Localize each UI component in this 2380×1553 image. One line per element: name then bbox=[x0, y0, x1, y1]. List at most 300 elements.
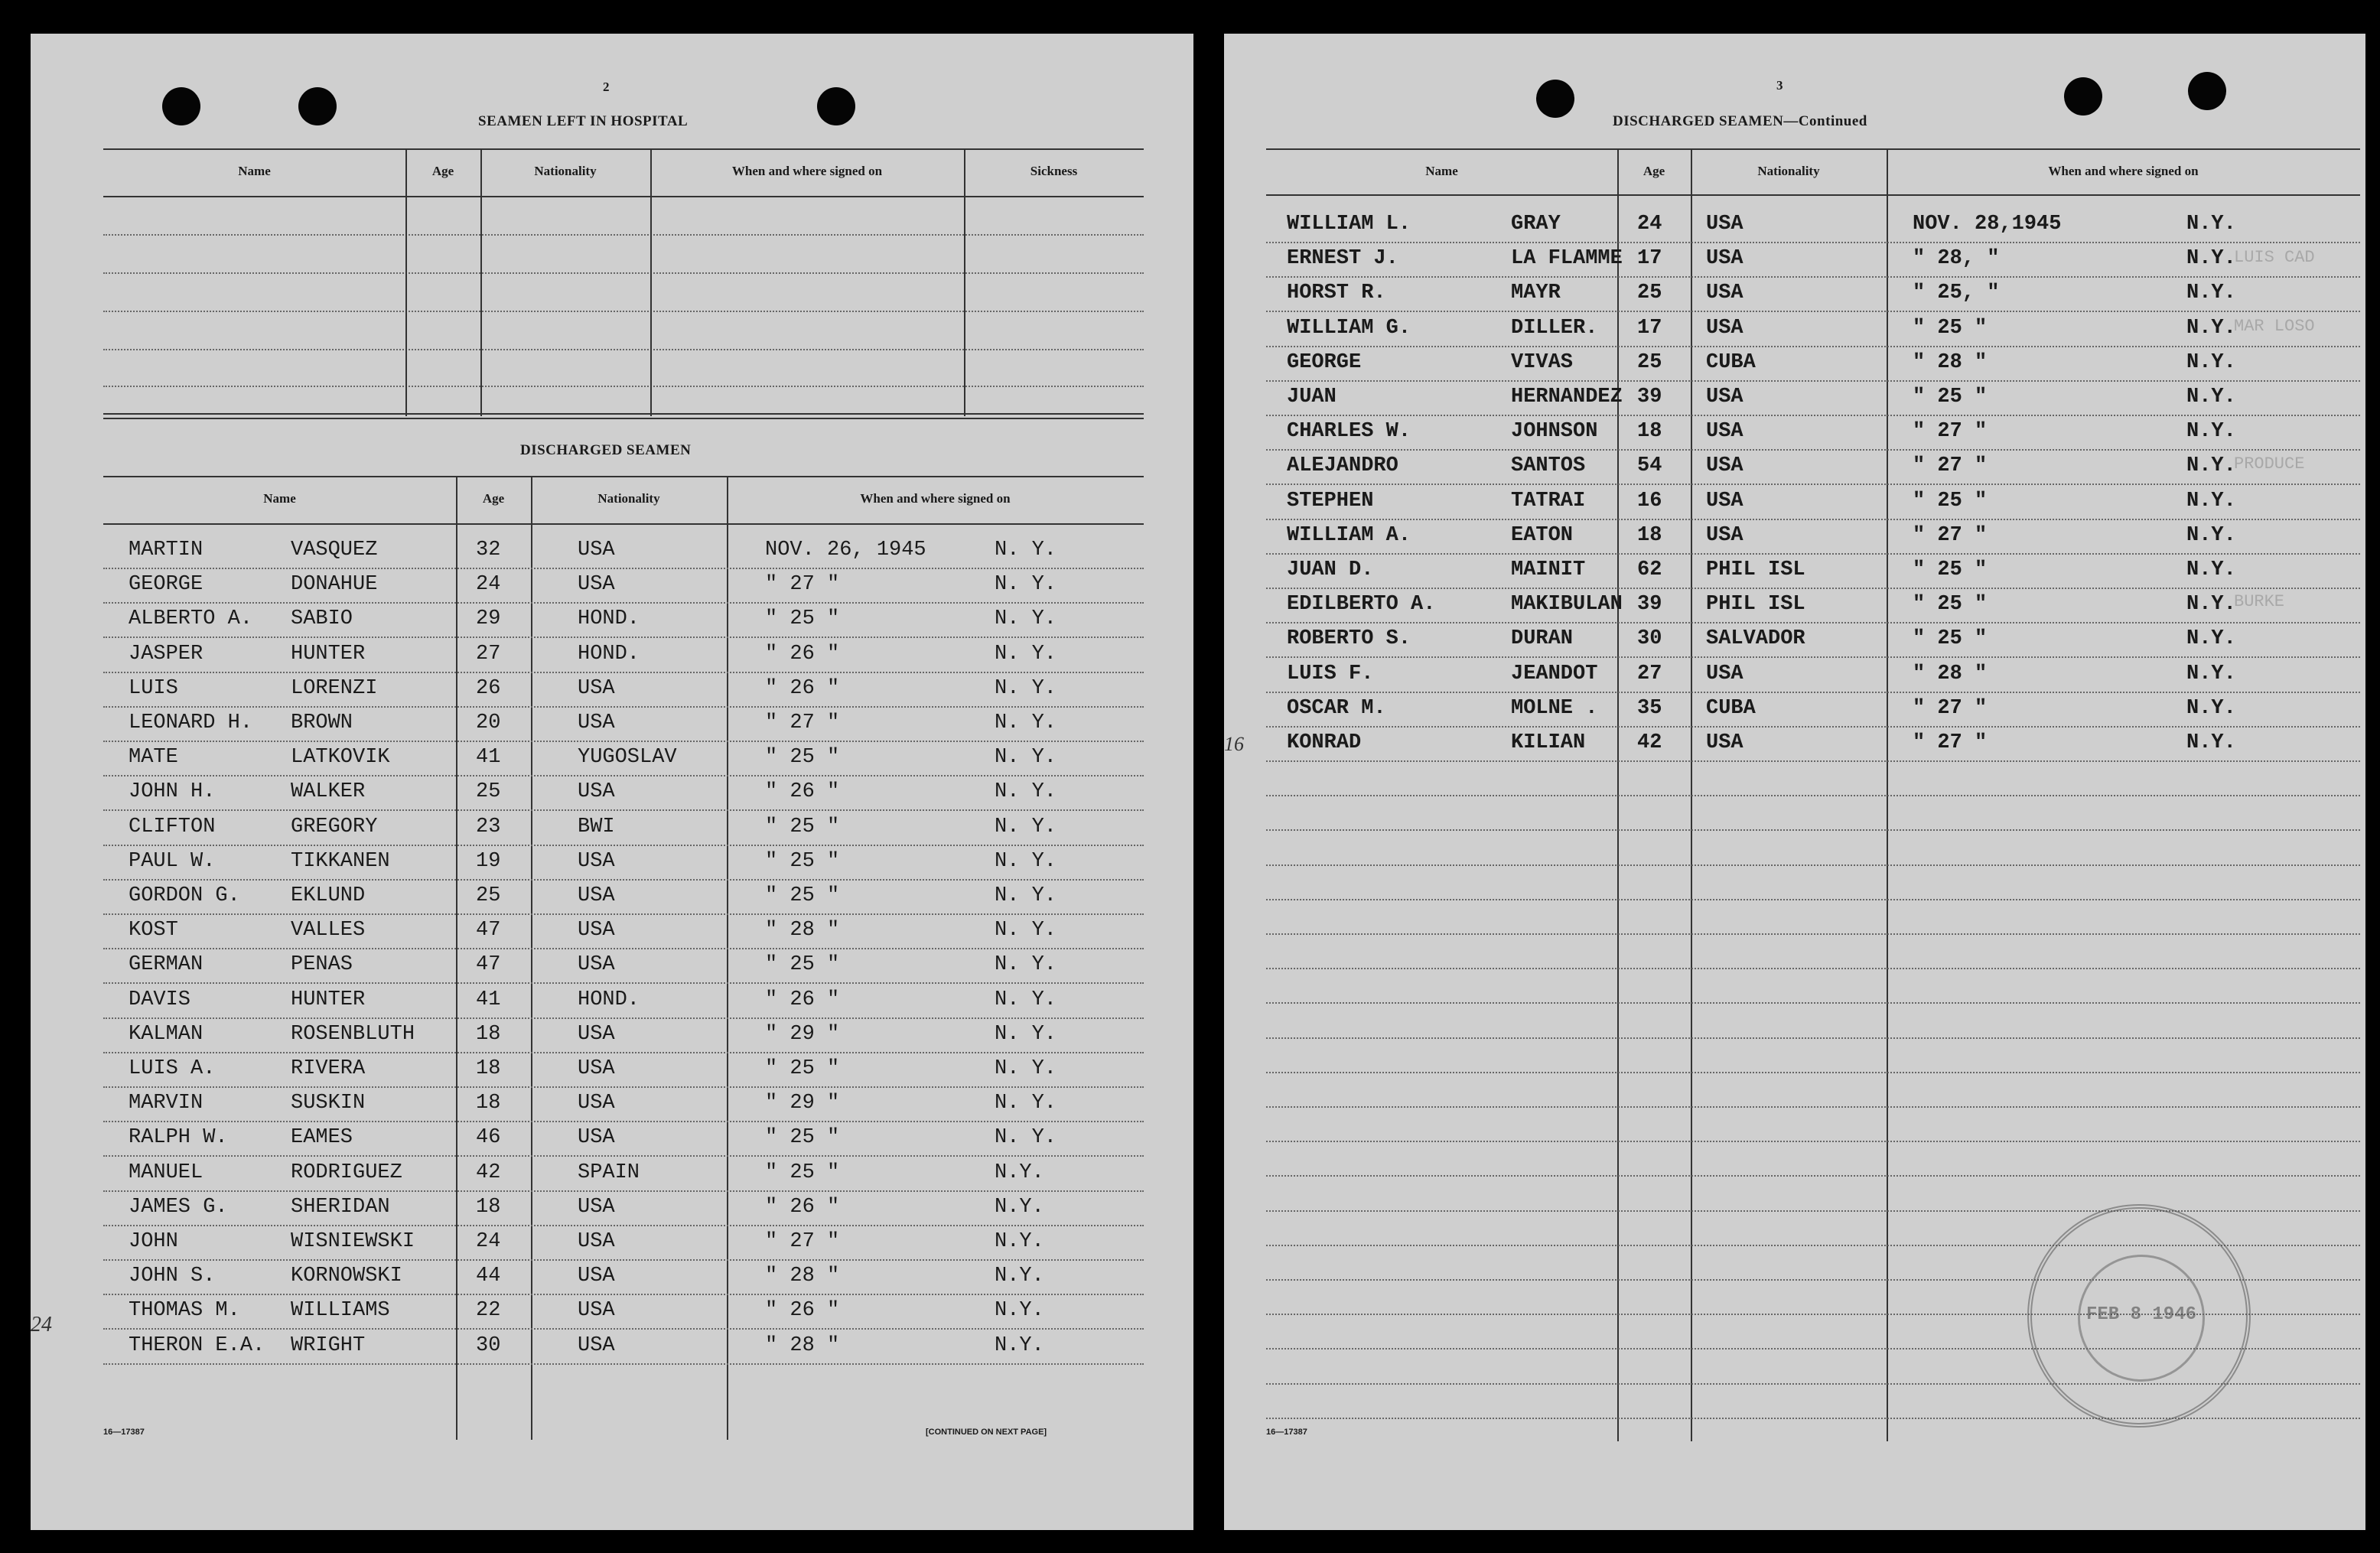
signed-on-date: " 27 " bbox=[1913, 420, 1988, 443]
col-header-signed-on: When and where signed on bbox=[731, 164, 883, 178]
ruled-line bbox=[103, 845, 1144, 846]
signed-on-place: N.Y. bbox=[2186, 524, 2236, 547]
signed-on-place: N.Y. bbox=[2186, 593, 2236, 616]
seaman-age: 47 bbox=[476, 919, 501, 942]
seaman-first-name: THERON E.A. bbox=[129, 1334, 265, 1357]
signed-on-date: " 25 " bbox=[765, 884, 840, 907]
seaman-first-name: EDILBERTO A. bbox=[1287, 593, 1436, 616]
signed-on-date: " 28 " bbox=[1913, 351, 1988, 374]
section-title: DISCHARGED SEAMEN—Continued bbox=[1613, 113, 1867, 129]
seaman-age: 42 bbox=[476, 1161, 501, 1184]
signed-on-date: " 25 " bbox=[765, 816, 840, 838]
left-page bbox=[31, 34, 1193, 1530]
ruled-line bbox=[103, 809, 1144, 811]
ruled-line bbox=[103, 1155, 1144, 1157]
punch-hole bbox=[162, 87, 200, 125]
seaman-age: 30 bbox=[1637, 627, 1662, 650]
seaman-first-name: LUIS A. bbox=[129, 1057, 216, 1080]
seaman-first-name: RALPH W. bbox=[129, 1126, 228, 1149]
ruled-line bbox=[103, 272, 1144, 274]
seaman-nationality: USA bbox=[578, 1126, 615, 1149]
seaman-first-name: ROBERTO S. bbox=[1287, 627, 1411, 650]
ruled-line bbox=[1266, 483, 2360, 485]
seaman-age: 27 bbox=[476, 643, 501, 666]
seaman-age: 22 bbox=[476, 1299, 501, 1322]
seaman-age: 17 bbox=[1637, 247, 1662, 270]
column-rule bbox=[650, 148, 652, 416]
seaman-age: 62 bbox=[1637, 558, 1662, 581]
ruled-line bbox=[103, 913, 1144, 915]
seaman-first-name: JOHN S. bbox=[129, 1265, 216, 1288]
signed-on-date: " 28 " bbox=[765, 1265, 840, 1288]
seaman-nationality: USA bbox=[578, 1230, 615, 1253]
signed-on-date: " 27 " bbox=[765, 573, 840, 596]
table-rule bbox=[103, 476, 1144, 477]
signed-on-place: N.Y. bbox=[995, 1230, 1044, 1253]
ruled-line bbox=[1266, 311, 2360, 312]
seaman-nationality: CUBA bbox=[1706, 697, 1756, 720]
seaman-age: 18 bbox=[476, 1092, 501, 1115]
ruled-line bbox=[1266, 588, 2360, 589]
seaman-age: 27 bbox=[1637, 663, 1662, 685]
seaman-age: 18 bbox=[1637, 420, 1662, 443]
signed-on-place: N. Y. bbox=[995, 643, 1057, 666]
seaman-last-name: RIVERA bbox=[291, 1057, 366, 1080]
seaman-nationality: PHIL ISL bbox=[1706, 558, 1805, 581]
seaman-age: 16 bbox=[1637, 490, 1662, 513]
signed-on-place: N. Y. bbox=[995, 746, 1057, 769]
seaman-first-name: PAUL W. bbox=[129, 850, 216, 873]
seaman-first-name: WILLIAM A. bbox=[1287, 524, 1411, 547]
seaman-age: 24 bbox=[1637, 213, 1662, 236]
signed-on-place: N. Y. bbox=[995, 988, 1057, 1011]
seaman-age: 35 bbox=[1637, 697, 1662, 720]
seaman-nationality: USA bbox=[578, 780, 615, 803]
ruled-line bbox=[1266, 519, 2360, 520]
seaman-nationality: USA bbox=[578, 1299, 615, 1322]
signed-on-date: " 25 " bbox=[1913, 593, 1988, 616]
punch-hole bbox=[2064, 77, 2102, 116]
ruled-line bbox=[1266, 276, 2360, 278]
col-header-signed-on: When and where signed on bbox=[2048, 164, 2199, 178]
seaman-last-name: BROWN bbox=[291, 711, 353, 734]
seaman-age: 24 bbox=[476, 573, 501, 596]
seaman-nationality: USA bbox=[578, 711, 615, 734]
seaman-last-name: SANTOS bbox=[1511, 454, 1586, 477]
seaman-first-name: ERNEST J. bbox=[1287, 247, 1398, 270]
signed-on-place: N.Y. bbox=[995, 1334, 1044, 1357]
seaman-age: 26 bbox=[476, 677, 501, 700]
ruled-line bbox=[103, 1363, 1144, 1365]
seaman-age: 25 bbox=[476, 780, 501, 803]
seaman-first-name: KONRAD bbox=[1287, 731, 1362, 754]
signed-on-date: " 25 " bbox=[1913, 627, 1988, 650]
signed-on-date: " 27 " bbox=[1913, 731, 1988, 754]
seaman-last-name: LA FLAMME bbox=[1511, 247, 1623, 270]
ruled-line bbox=[103, 1121, 1144, 1122]
column-rule bbox=[531, 476, 532, 1440]
seaman-last-name: HUNTER bbox=[291, 643, 366, 666]
signed-on-place: N. Y. bbox=[995, 677, 1057, 700]
seaman-last-name: LORENZI bbox=[291, 677, 378, 700]
seaman-age: 54 bbox=[1637, 454, 1662, 477]
seaman-first-name: LEONARD H. bbox=[129, 711, 253, 734]
ruled-line bbox=[103, 1190, 1144, 1192]
seaman-last-name: PENAS bbox=[291, 953, 353, 976]
seaman-first-name: CLIFTON bbox=[129, 816, 216, 838]
seaman-last-name: ROSENBLUTH bbox=[291, 1023, 415, 1046]
seaman-first-name: LUIS F. bbox=[1287, 663, 1374, 685]
col-header-nationality: Nationality bbox=[1757, 164, 1820, 178]
ruled-line bbox=[1266, 656, 2360, 658]
signed-on-place: N. Y. bbox=[995, 573, 1057, 596]
signed-on-place: N. Y. bbox=[995, 816, 1057, 838]
seaman-last-name: JEANDOT bbox=[1511, 663, 1598, 685]
signed-on-date: " 25 " bbox=[1913, 317, 1988, 340]
seaman-last-name: MAKIBULAN bbox=[1511, 593, 1623, 616]
seaman-age: 46 bbox=[476, 1126, 501, 1149]
ruled-line bbox=[103, 741, 1144, 742]
seaman-nationality: USA bbox=[1706, 524, 1743, 547]
seaman-age: 18 bbox=[476, 1057, 501, 1080]
ruled-line bbox=[1266, 968, 2360, 969]
seaman-age: 18 bbox=[476, 1023, 501, 1046]
seaman-last-name: MOLNE . bbox=[1511, 697, 1598, 720]
column-rule bbox=[480, 148, 482, 416]
seaman-age: 41 bbox=[476, 746, 501, 769]
seaman-age: 47 bbox=[476, 953, 501, 976]
ruled-line bbox=[103, 1052, 1144, 1053]
ruled-line bbox=[103, 706, 1144, 708]
table-rule bbox=[103, 418, 1144, 419]
signed-on-date: " 25 " bbox=[765, 850, 840, 873]
signed-on-date: NOV. 26, 1945 bbox=[765, 539, 926, 562]
signed-on-date: " 25 " bbox=[765, 953, 840, 976]
seaman-first-name: DAVIS bbox=[129, 988, 191, 1011]
seaman-age: 25 bbox=[1637, 282, 1662, 304]
ruled-line bbox=[1266, 1106, 2360, 1108]
signed-on-place: N.Y. bbox=[995, 1265, 1044, 1288]
signed-on-place: N.Y. bbox=[2186, 627, 2236, 650]
seaman-first-name: GERMAN bbox=[129, 953, 203, 976]
seaman-last-name: LATKOVIK bbox=[291, 746, 390, 769]
seaman-nationality: YUGOSLAV bbox=[578, 746, 677, 769]
column-rule bbox=[727, 476, 728, 1440]
ruled-line bbox=[1266, 933, 2360, 935]
ruled-line bbox=[1266, 760, 2360, 762]
ruled-line bbox=[1266, 1175, 2360, 1177]
seaman-last-name: GREGORY bbox=[291, 816, 378, 838]
ruled-line bbox=[1266, 726, 2360, 728]
signed-on-date: " 29 " bbox=[765, 1092, 840, 1115]
seaman-nationality: SALVADOR bbox=[1706, 627, 1805, 650]
seaman-nationality: BWI bbox=[578, 816, 615, 838]
col-header-nationality: Nationality bbox=[534, 164, 597, 178]
seaman-age: 42 bbox=[1637, 731, 1662, 754]
signed-on-place: N. Y. bbox=[995, 919, 1057, 942]
seaman-first-name: ALEJANDRO bbox=[1287, 454, 1398, 477]
seaman-nationality: USA bbox=[578, 1196, 615, 1219]
signed-on-date: " 27 " bbox=[1913, 697, 1988, 720]
ruled-line bbox=[1266, 449, 2360, 451]
signed-on-place: N. Y. bbox=[995, 1023, 1057, 1046]
seaman-age: 30 bbox=[476, 1334, 501, 1357]
seaman-first-name: MANUEL bbox=[129, 1161, 203, 1184]
seaman-nationality: SPAIN bbox=[578, 1161, 640, 1184]
table-rule bbox=[103, 413, 1144, 415]
signed-on-place: N.Y. bbox=[2186, 351, 2236, 374]
ruled-line bbox=[1266, 1418, 2360, 1419]
column-rule bbox=[964, 148, 965, 416]
seaman-last-name: HUNTER bbox=[291, 988, 366, 1011]
table-rule bbox=[103, 523, 1144, 525]
seaman-last-name: MAYR bbox=[1511, 282, 1561, 304]
signed-on-place: N. Y. bbox=[995, 780, 1057, 803]
seaman-nationality: USA bbox=[1706, 282, 1743, 304]
seaman-last-name: DURAN bbox=[1511, 627, 1574, 650]
signed-on-place: N.Y. bbox=[2186, 454, 2236, 477]
seaman-nationality: USA bbox=[578, 677, 615, 700]
seaman-first-name: MARTIN bbox=[129, 539, 203, 562]
seaman-first-name: WILLIAM L. bbox=[1287, 213, 1411, 236]
col-header-nationality: Nationality bbox=[597, 491, 660, 506]
bleed-through: LUIS CAD bbox=[2234, 248, 2315, 267]
signed-on-date: " 27 " bbox=[1913, 454, 1988, 477]
signed-on-date: " 28 " bbox=[765, 1334, 840, 1357]
seaman-nationality: USA bbox=[578, 1023, 615, 1046]
col-header-name: Name bbox=[238, 164, 271, 178]
punch-hole bbox=[1536, 80, 1574, 118]
seaman-first-name: JASPER bbox=[129, 643, 203, 666]
seaman-first-name: GORDON G. bbox=[129, 884, 240, 907]
table-rule bbox=[103, 148, 1144, 150]
signed-on-date: " 25 " bbox=[765, 1057, 840, 1080]
ruled-line bbox=[103, 948, 1144, 949]
ruled-line bbox=[1266, 829, 2360, 831]
stamp-date: FEB 8 1946 bbox=[2085, 1304, 2197, 1325]
seaman-first-name: MATE bbox=[129, 746, 178, 769]
signed-on-date: " 28, " bbox=[1913, 247, 2000, 270]
signed-on-place: N.Y. bbox=[2186, 663, 2236, 685]
seaman-nationality: USA bbox=[1706, 247, 1743, 270]
seaman-last-name: HERNANDEZ bbox=[1511, 386, 1623, 409]
seaman-last-name: TIKKANEN bbox=[291, 850, 390, 873]
punch-hole bbox=[298, 87, 337, 125]
seaman-age: 32 bbox=[476, 539, 501, 562]
col-header-name: Name bbox=[263, 491, 296, 506]
col-header-age: Age bbox=[482, 491, 505, 506]
ruled-line bbox=[103, 602, 1144, 604]
seaman-first-name: LUIS bbox=[129, 677, 178, 700]
signed-on-place: N.Y. bbox=[995, 1299, 1044, 1322]
seaman-nationality: HOND. bbox=[578, 643, 640, 666]
signed-on-date: " 27 " bbox=[1913, 524, 1988, 547]
punch-hole bbox=[2188, 72, 2226, 110]
seaman-first-name: JUAN bbox=[1287, 386, 1337, 409]
seaman-last-name: SUSKIN bbox=[291, 1092, 366, 1115]
port-stamp bbox=[2027, 1204, 2251, 1428]
signed-on-date: " 25 " bbox=[765, 1161, 840, 1184]
seaman-nationality: USA bbox=[1706, 663, 1743, 685]
discharged-section-title: DISCHARGED SEAMEN bbox=[520, 442, 692, 458]
signed-on-date: " 25, " bbox=[1913, 282, 2000, 304]
ruled-line bbox=[1266, 622, 2360, 623]
ruled-line bbox=[103, 1328, 1144, 1330]
ruled-line bbox=[103, 1259, 1144, 1261]
signed-on-date: " 27 " bbox=[765, 1230, 840, 1253]
ruled-line bbox=[103, 1294, 1144, 1295]
signed-on-date: " 26 " bbox=[765, 643, 840, 666]
seaman-first-name: CHARLES W. bbox=[1287, 420, 1411, 443]
signed-on-place: N.Y. bbox=[2186, 386, 2236, 409]
seaman-first-name: MARVIN bbox=[129, 1092, 203, 1115]
signed-on-date: NOV. 28,1945 bbox=[1913, 213, 2062, 236]
seaman-first-name: GEORGE bbox=[129, 573, 203, 596]
signed-on-date: " 27 " bbox=[765, 711, 840, 734]
seaman-age: 25 bbox=[1637, 351, 1662, 374]
signed-on-place: N.Y. bbox=[2186, 731, 2236, 754]
seaman-last-name: SABIO bbox=[291, 607, 353, 630]
seaman-age: 24 bbox=[476, 1230, 501, 1253]
signed-on-place: N.Y. bbox=[2186, 558, 2236, 581]
seaman-age: 39 bbox=[1637, 593, 1662, 616]
ruled-line bbox=[103, 349, 1144, 350]
signed-on-place: N.Y. bbox=[2186, 282, 2236, 304]
seaman-nationality: USA bbox=[578, 1334, 615, 1357]
seaman-last-name: TATRAI bbox=[1511, 490, 1586, 513]
seaman-first-name: KALMAN bbox=[129, 1023, 203, 1046]
ruled-line bbox=[1266, 553, 2360, 555]
ruled-line bbox=[103, 775, 1144, 776]
signed-on-place: N. Y. bbox=[995, 711, 1057, 734]
col-header-sickness: Sickness bbox=[1030, 164, 1078, 178]
seaman-nationality: USA bbox=[578, 850, 615, 873]
seaman-nationality: USA bbox=[1706, 420, 1743, 443]
seaman-last-name: WISNIEWSKI bbox=[291, 1230, 415, 1253]
signed-on-place: N. Y. bbox=[995, 850, 1057, 873]
seaman-last-name: WILLIAMS bbox=[291, 1299, 390, 1322]
continued-note: [CONTINUED ON NEXT PAGE] bbox=[926, 1428, 1047, 1437]
col-header-name: Name bbox=[1425, 164, 1458, 178]
signed-on-date: " 26 " bbox=[765, 677, 840, 700]
seaman-last-name: EKLUND bbox=[291, 884, 366, 907]
seaman-first-name: JAMES G. bbox=[129, 1196, 228, 1219]
ruled-line bbox=[103, 879, 1144, 881]
seaman-nationality: USA bbox=[1706, 454, 1743, 477]
seaman-nationality: USA bbox=[1706, 386, 1743, 409]
signed-on-date: " 25 " bbox=[765, 607, 840, 630]
ruled-line bbox=[103, 1086, 1144, 1088]
signed-on-place: N. Y. bbox=[995, 1057, 1057, 1080]
signed-on-place: N. Y. bbox=[995, 1126, 1057, 1149]
ruled-line bbox=[103, 1225, 1144, 1226]
seaman-first-name: STEPHEN bbox=[1287, 490, 1374, 513]
seaman-last-name: DILLER. bbox=[1511, 317, 1598, 340]
seaman-nationality: USA bbox=[578, 884, 615, 907]
ruled-line bbox=[103, 1017, 1144, 1019]
col-header-age: Age bbox=[431, 164, 454, 178]
ruled-line bbox=[103, 982, 1144, 984]
seaman-nationality: USA bbox=[1706, 731, 1743, 754]
seaman-last-name: WRIGHT bbox=[291, 1334, 366, 1357]
seaman-nationality: CUBA bbox=[1706, 351, 1756, 374]
ruled-line bbox=[1266, 346, 2360, 347]
seaman-last-name: GRAY bbox=[1511, 213, 1561, 236]
signed-on-place: N. Y. bbox=[995, 1092, 1057, 1115]
seaman-nationality: HOND. bbox=[578, 988, 640, 1011]
ruled-line bbox=[1266, 692, 2360, 693]
seaman-last-name: KORNOWSKI bbox=[291, 1265, 402, 1288]
seaman-last-name: VASQUEZ bbox=[291, 539, 378, 562]
signed-on-date: " 26 " bbox=[765, 988, 840, 1011]
seaman-first-name: KOST bbox=[129, 919, 178, 942]
hospital-section-title: SEAMEN LEFT IN HOSPITAL bbox=[478, 113, 689, 129]
bleed-through: BURKE bbox=[2234, 592, 2285, 611]
punch-hole bbox=[817, 87, 855, 125]
seaman-nationality: USA bbox=[578, 1092, 615, 1115]
signed-on-date: " 28 " bbox=[765, 919, 840, 942]
signed-on-place: N.Y. bbox=[2186, 213, 2236, 236]
seaman-first-name: OSCAR M. bbox=[1287, 697, 1386, 720]
seaman-last-name: KILIAN bbox=[1511, 731, 1586, 754]
signed-on-date: " 25 " bbox=[1913, 490, 1988, 513]
ruled-line bbox=[103, 386, 1144, 387]
seaman-last-name: MAINIT bbox=[1511, 558, 1586, 581]
seaman-nationality: USA bbox=[1706, 213, 1743, 236]
page-number: 3 bbox=[1776, 78, 1783, 93]
seaman-nationality: USA bbox=[578, 1265, 615, 1288]
seaman-first-name: JOHN bbox=[129, 1230, 178, 1253]
bleed-through: PRODUCE bbox=[2234, 454, 2305, 474]
signed-on-place: N.Y. bbox=[2186, 420, 2236, 443]
seaman-first-name: JUAN D. bbox=[1287, 558, 1374, 581]
seaman-age: 44 bbox=[476, 1265, 501, 1288]
ruled-line bbox=[1266, 1210, 2360, 1212]
seaman-last-name: JOHNSON bbox=[1511, 420, 1598, 443]
signed-on-place: N. Y. bbox=[995, 884, 1057, 907]
ruled-line bbox=[1266, 795, 2360, 796]
ruled-line bbox=[1266, 1072, 2360, 1073]
margin-note-left: 24 bbox=[31, 1313, 52, 1336]
seaman-last-name: DONAHUE bbox=[291, 573, 378, 596]
ruled-line bbox=[103, 672, 1144, 673]
ruled-line bbox=[1266, 864, 2360, 866]
signed-on-date: " 25 " bbox=[1913, 386, 1988, 409]
table-rule bbox=[1266, 148, 2360, 150]
seaman-first-name: THOMAS M. bbox=[129, 1299, 240, 1322]
signed-on-date: " 28 " bbox=[1913, 663, 1988, 685]
ruled-line bbox=[1266, 899, 2360, 900]
seaman-first-name: JOHN H. bbox=[129, 780, 216, 803]
ruled-line bbox=[103, 234, 1144, 236]
form-number: 16—17387 bbox=[103, 1428, 145, 1437]
seaman-age: 25 bbox=[476, 884, 501, 907]
ruled-line bbox=[1266, 1141, 2360, 1142]
seaman-first-name: HORST R. bbox=[1287, 282, 1386, 304]
seaman-nationality: USA bbox=[1706, 490, 1743, 513]
seaman-last-name: RODRIGUEZ bbox=[291, 1161, 402, 1184]
right-page bbox=[1224, 34, 2365, 1530]
signed-on-date: " 29 " bbox=[765, 1023, 840, 1046]
seaman-last-name: SHERIDAN bbox=[291, 1196, 390, 1219]
table-rule bbox=[103, 196, 1144, 197]
ruled-line bbox=[1266, 1037, 2360, 1039]
column-rule bbox=[456, 476, 457, 1440]
seaman-first-name: GEORGE bbox=[1287, 351, 1362, 374]
bleed-through: MAR LOSO bbox=[2234, 317, 2315, 336]
ruled-line bbox=[103, 311, 1144, 312]
seaman-age: 20 bbox=[476, 711, 501, 734]
